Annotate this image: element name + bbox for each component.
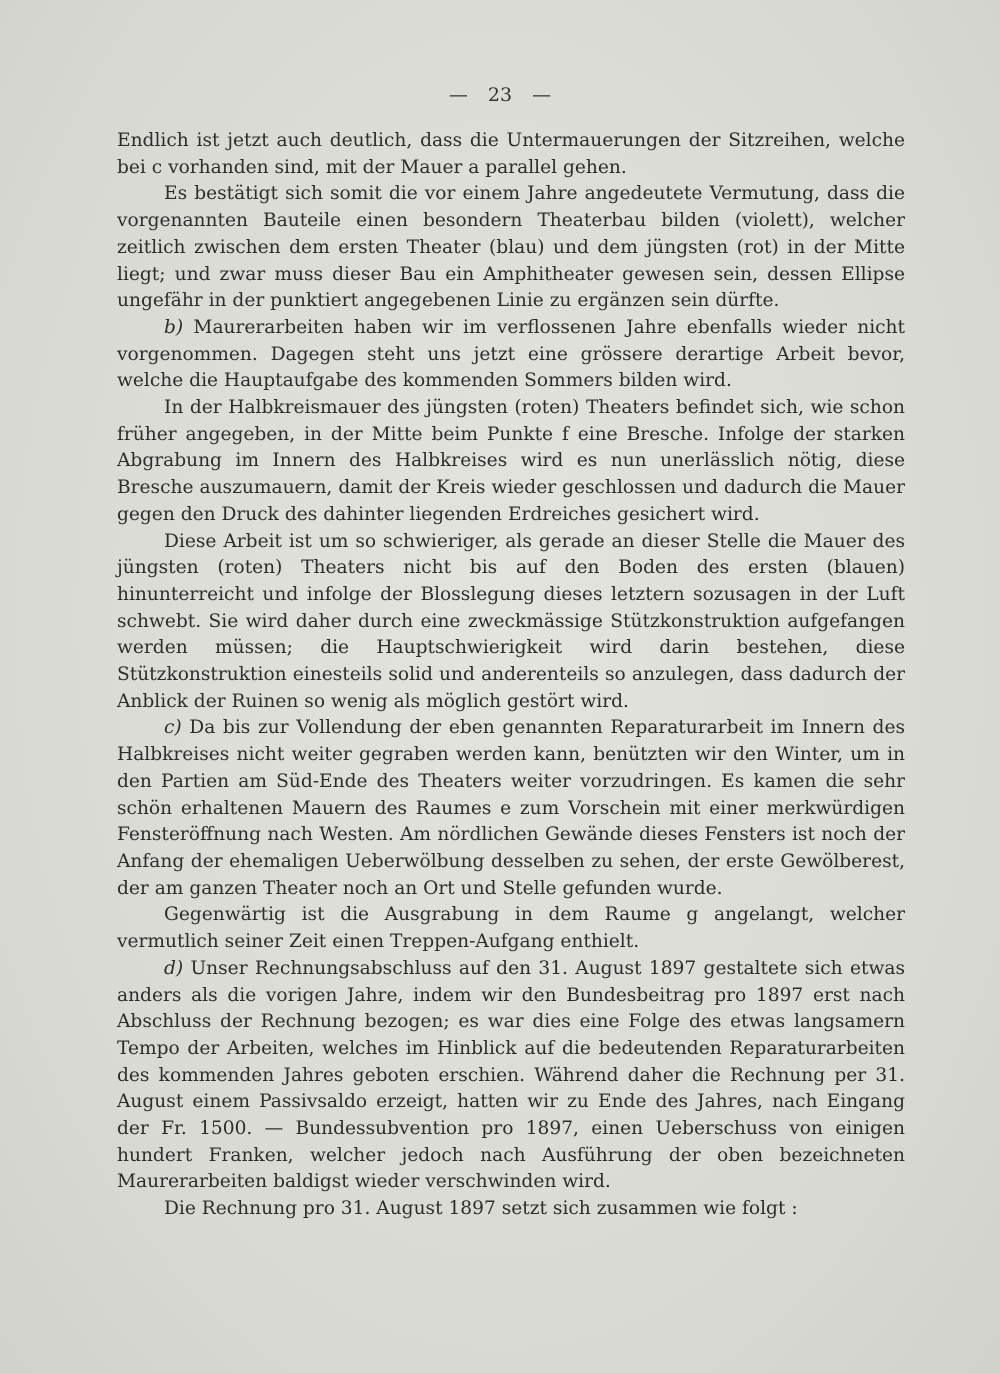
paragraph-text: Es bestätigt sich somit die vor einem Jahre angedeutete Vermutung, dass die vorgenannten Bauteile einen besondern Theaterbau bilden (violett), welcher zeitlich zwischen dem ersten Theater (blau) und dem jüngsten (rot) in der Mitte liegt; und zwar muss dieser Bau ein Amphitheater gewesen sein, dessen Ellipse ungefähr in der punktiert angegebenen Linie zu ergänzen sein dürfte.: [117, 183, 905, 312]
paragraph: [117, 181, 905, 315]
paragraph-text: Unser Rechnungsabschluss auf den 31. August 1897 gestaltete sich etwas anders als die vorigen Jahre, indem wir den Bundesbeitrag pro 1897 erst nach Abschluss der Rechnung bezogen; es war dies eine Folge des etwas langsamern Tempo der Arbeiten, welches im Hinblick auf die bedeutenden Reparaturarbeiten des kommenden Jahres geboten erschien. Während daher die Rechnung per 31. August einem Passivsaldo erzeigt, hatten wir zu Ende des Jahres, nach Eingang der Fr. 1500. — Bundessubvention pro 1897, einen Ueberschuss von einigen hundert Franken, welcher jedoch nach Ausführung der oben bezeichneten Maurerarbeiten baldigst wieder verschwinden wird.: [117, 957, 905, 1193]
paragraph-text: Diese Arbeit ist um so schwieriger, als gerade an dieser Stelle die Mauer des jüngsten (roten) Theaters nicht bis auf den Boden des ersten (blauen) hinunterreicht und infolge der Blosslegung dieses letztern sozusagen in der Luft schwebt. Sie wird daher durch eine zweckmässige Stützkonstruktion aufgefangen werden müssen; die Hauptschwierigkeit wird darin bestehen, diese Stützkonstruktion einesteils solid und anderenteils so anzulegen, dass dadurch der Anblick der Ruinen so wenig als möglich gestört wird.: [117, 530, 905, 712]
section-marker: c): [164, 717, 182, 739]
paragraph: [117, 128, 905, 181]
paragraph: [117, 902, 905, 955]
section-marker: d): [164, 957, 184, 979]
paragraph-text: Endlich ist jetzt auch deutlich, dass die Untermauerungen der Sitzreihen, welche bei c vorhanden sind, mit der Mauer a parallel gehen.: [117, 130, 905, 178]
paragraph-section-d: [117, 956, 905, 1196]
paragraph: [117, 1196, 905, 1223]
paragraph: [117, 529, 905, 716]
page-number: — 23 —: [448, 84, 552, 106]
body-text: [117, 128, 905, 1223]
paragraph-section-c: [117, 715, 905, 902]
paragraph-text: Gegenwärtig ist die Ausgrabung in dem Raume g angelangt, welcher vermutlich seiner Zeit einen Treppen-Aufgang enthielt.: [117, 904, 905, 953]
section-marker: b): [164, 316, 184, 338]
paragraph-text: In der Halbkreismauer des jüngsten (roten) Theaters befindet sich, wie schon früher angegeben, in der Mitte beim Punkte f eine Bresche. Infolge der starken Abgrabung im Innern des Halbkreises wird es nun unerlässlich nötig, diese Bresche auszumauern, damit der Kreis wieder geschlossen und dadurch die Mauer gegen den Druck des dahinter liegenden Erdreiches gesichert wird.: [117, 397, 905, 525]
paragraph-section-b: [117, 315, 905, 395]
paragraph-text: Die Rechnung pro 31. August 1897 setzt sich zusammen wie folgt :: [164, 1198, 798, 1220]
paragraph: [117, 395, 905, 529]
paragraph-text: Da bis zur Vollendung der eben genannten Reparaturarbeit im Innern des Halbkreises nicht weiter gegraben werden kann, benützten wir den Winter, um in den Partien am Süd-Ende des Theaters weiter vorzudringen. Es kamen die sehr schön erhaltenen Mauern des Raumes e zum Vorschein mit einer merkwürdigen Fensteröffnung nach Westen. Am nördlichen Gewände dieses Fensters ist noch der Anfang der ehemaligen Ueberwölbung desselben zu sehen, der erste Gewölberest, der am ganzen Theater noch an Ort und Stelle gefunden wurde.: [117, 717, 905, 899]
paragraph-text: Maurerarbeiten haben wir im verflossenen Jahre ebenfalls wieder nicht vorgenommen. Dagegen steht uns jetzt eine grössere derartige Arbeit bevor, welche die Hauptaufgabe des kommenden Sommers bilden wird.: [117, 316, 905, 392]
